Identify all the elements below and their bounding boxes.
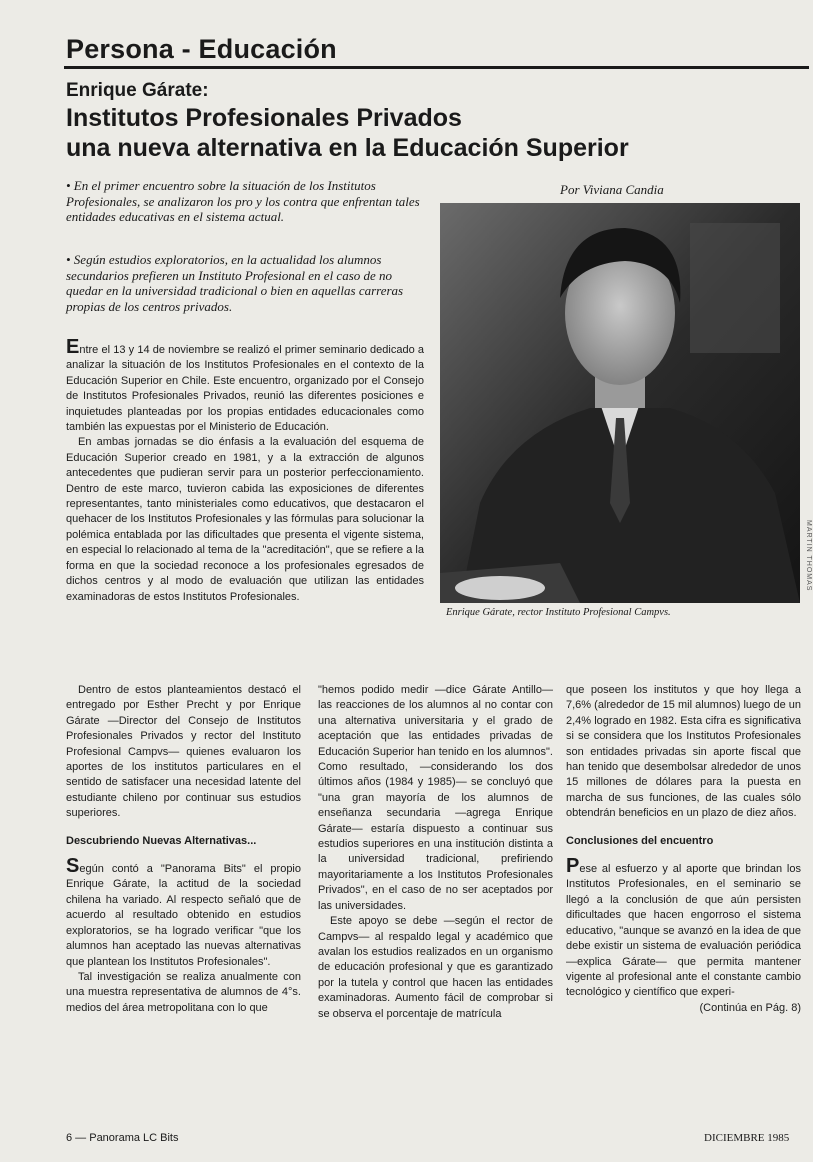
drop-cap: P [566,855,580,878]
column-1-paragraph-1: Dentro de estos planteamientos destacó el entregado por Esther Precht y por Enrique Gárate —Director del Consejo de Institutos Profesionales Privados y rector del Instituto Profesional Campvs— quienes evaluaron los aportes de los institutos particulares en el sentido de satisfacer una necesidad latente del estudiante chileno por continuar sus estudios superiores. [66,684,301,820]
portrait-photo [440,203,800,603]
lead-paragraph-1-text: ntre el 13 y 14 de noviembre se realizó el primer seminario dedicado a analizar la situación de los Institutos Profesionales en el contexto de la Educación Superior en Chile. Este encuentro, organizado por el Consejo de Institutos Profesionales Privados, reunió las diferentes posiciones e inquietudes planteadas por los propias entidades educacionales como también las expuestas por el Ministerio de Educación. [66,344,424,434]
intro-bullet-2: • Según estudios exploratorios, en la actualidad los alumnos secundarios prefieren un Instituto Profesional en el caso de no quedar en la universidad tradicional o bien en aquellas carreras propias de los centros privados. [66,252,404,314]
column-2 [318,683,553,1022]
column-3-paragraph-2-text: ese al esfuerzo y al aporte que brindan los Institutos Profesionales, en el seminario se llegó a la conclusión de que aún persisten dificultades que hacen engorroso el sistema educativo, "aunque se avanzó en la idea de que debe existir un sistema de evaluación periódica —explica Gárate— que permita mantener vigente al profesional ante el constante cambio tecnológico y científico que experi- [566,863,801,999]
subheading-1: Descubriendo Nuevas Alternativas... [66,834,257,847]
column-3-paragraph-2 [566,855,801,1001]
intro-bullet-1: • En el primer encuentro sobre la situación de los Institutos Profesionales, se analizaron los pro y los contra que enfrentan tales entidades educativas en el sistema actual. [66,178,420,224]
lead-column [66,336,424,605]
photo-caption: Enrique Gárate, rector Instituto Profesional Campvs. [446,607,671,618]
column-1-paragraph-2 [66,855,301,970]
photo-credit: MARTIN THOMAS [805,520,812,592]
footer-page-number: 6 — Panorama LC Bits [66,1132,179,1144]
lead-paragraph-2: En ambas jornadas se dio énfasis a la evaluación del esquema de Educación Superior creado en 1981, y a la extracción de algunos antecedentes que pudieran servir para un posterior perfeccionamiento. Dentro de este marco, tuvieron cabida las exposiciones de diferentes representantes, tanto ministeriales como educativos, que destacaron el quehacer de los Institutos Profesionales y las fórmulas para solucionar la polémica entablada por las dificultades que presenta el vigente sistema, en especial lo relacionado al tema de la "acreditación", que se refiere a la forma en que la sociedad reconoce a los profesionales egresados de dichos centros y al modo de evaluación que utilizan las entidades examinadoras de estos Institutos Profesionales. [66,436,424,603]
headline-line-1: Institutos Profesionales Privados [66,104,462,132]
column-3 [566,683,801,1016]
drop-cap: E [66,336,80,358]
portrait-illustration [440,203,800,603]
column-2-paragraph-1: "hemos podido medir —dice Gárate Antillo— las reacciones de los alumnos al no contar con una alternativa universitaria y el grado de aceptación que las entidades privadas de Educación Superior han tenido en los alumnos". Como resultado, —considerando los dos últimos años (1984 y 1985)— se concluyó que "una gran mayoría de los alumnos de enseñanza secundaria —agrega Enrique Gárate— estaría dispuesto a continuar sus estudios superiores en una institución distinta a la universidad tradicional, prefiriendo mayoritariamente a los Institutos Profesionales Privados", en el caso de no ser aceptados por las universidades. [318,684,553,912]
subheading-2: Conclusiones del encuentro [566,834,714,847]
column-1-paragraph-2-text: egún contó a "Panorama Bits" el propio Enrique Gárate, la actitud de la sociedad chilena ha variado. Al respecto señaló que de acuerdo al resultado obtenido en estudios exploratorios, se ha logrado verificar "que los alumnos han aceptado las nuevas alternativas que plantean los Institutos Profesionales". [66,863,301,968]
footer-date: DICIEMBRE 1985 [704,1132,790,1144]
continued-note: (Continúa en Pág. 8) [699,1001,801,1014]
column-2-paragraph-2: Este apoyo se debe —según el rector de Campvs— al respaldo legal y académico que avalan los estudios realizados en un organismo de educación profesional y que es garantizado por la tutela y control que hacen las entidades examinadoras. Aumento fácil de comprobar si se observa el porcentaje de matrícula [318,915,553,1020]
column-1 [66,683,301,1016]
headline [66,103,806,163]
lead-paragraph-1 [66,336,424,435]
column-1-paragraph-3: Tal investigación se realiza anualmente con una muestra representativa de alumnos de 4°s. medios del área metropolitana con lo que [66,970,301,1014]
headline-line-2: una nueva alternativa en la Educación Superior [66,134,629,162]
drop-cap: S [66,855,80,878]
column-3-paragraph-1: que poseen los institutos y que hoy llega a 7,6% (alrededor de 15 mil alumnos) luego de un 2,4% logrado en 1982. Esta cifra es significativa si se considera que los Institutos Profesionales son entidades privadas sin aporte fiscal que han tenido que desembolsar alrededor de unos 15 millones de dólares para la puesta en marcha de sus funciones, de las cuales sólo obtendrán beneficios en un plazo de diez años. [566,684,801,820]
section-title: Persona - Educación [66,34,337,64]
kicker: Enrique Gárate: [66,80,209,101]
section-rule [64,66,809,69]
byline: Por Viviana Candia [560,182,664,197]
